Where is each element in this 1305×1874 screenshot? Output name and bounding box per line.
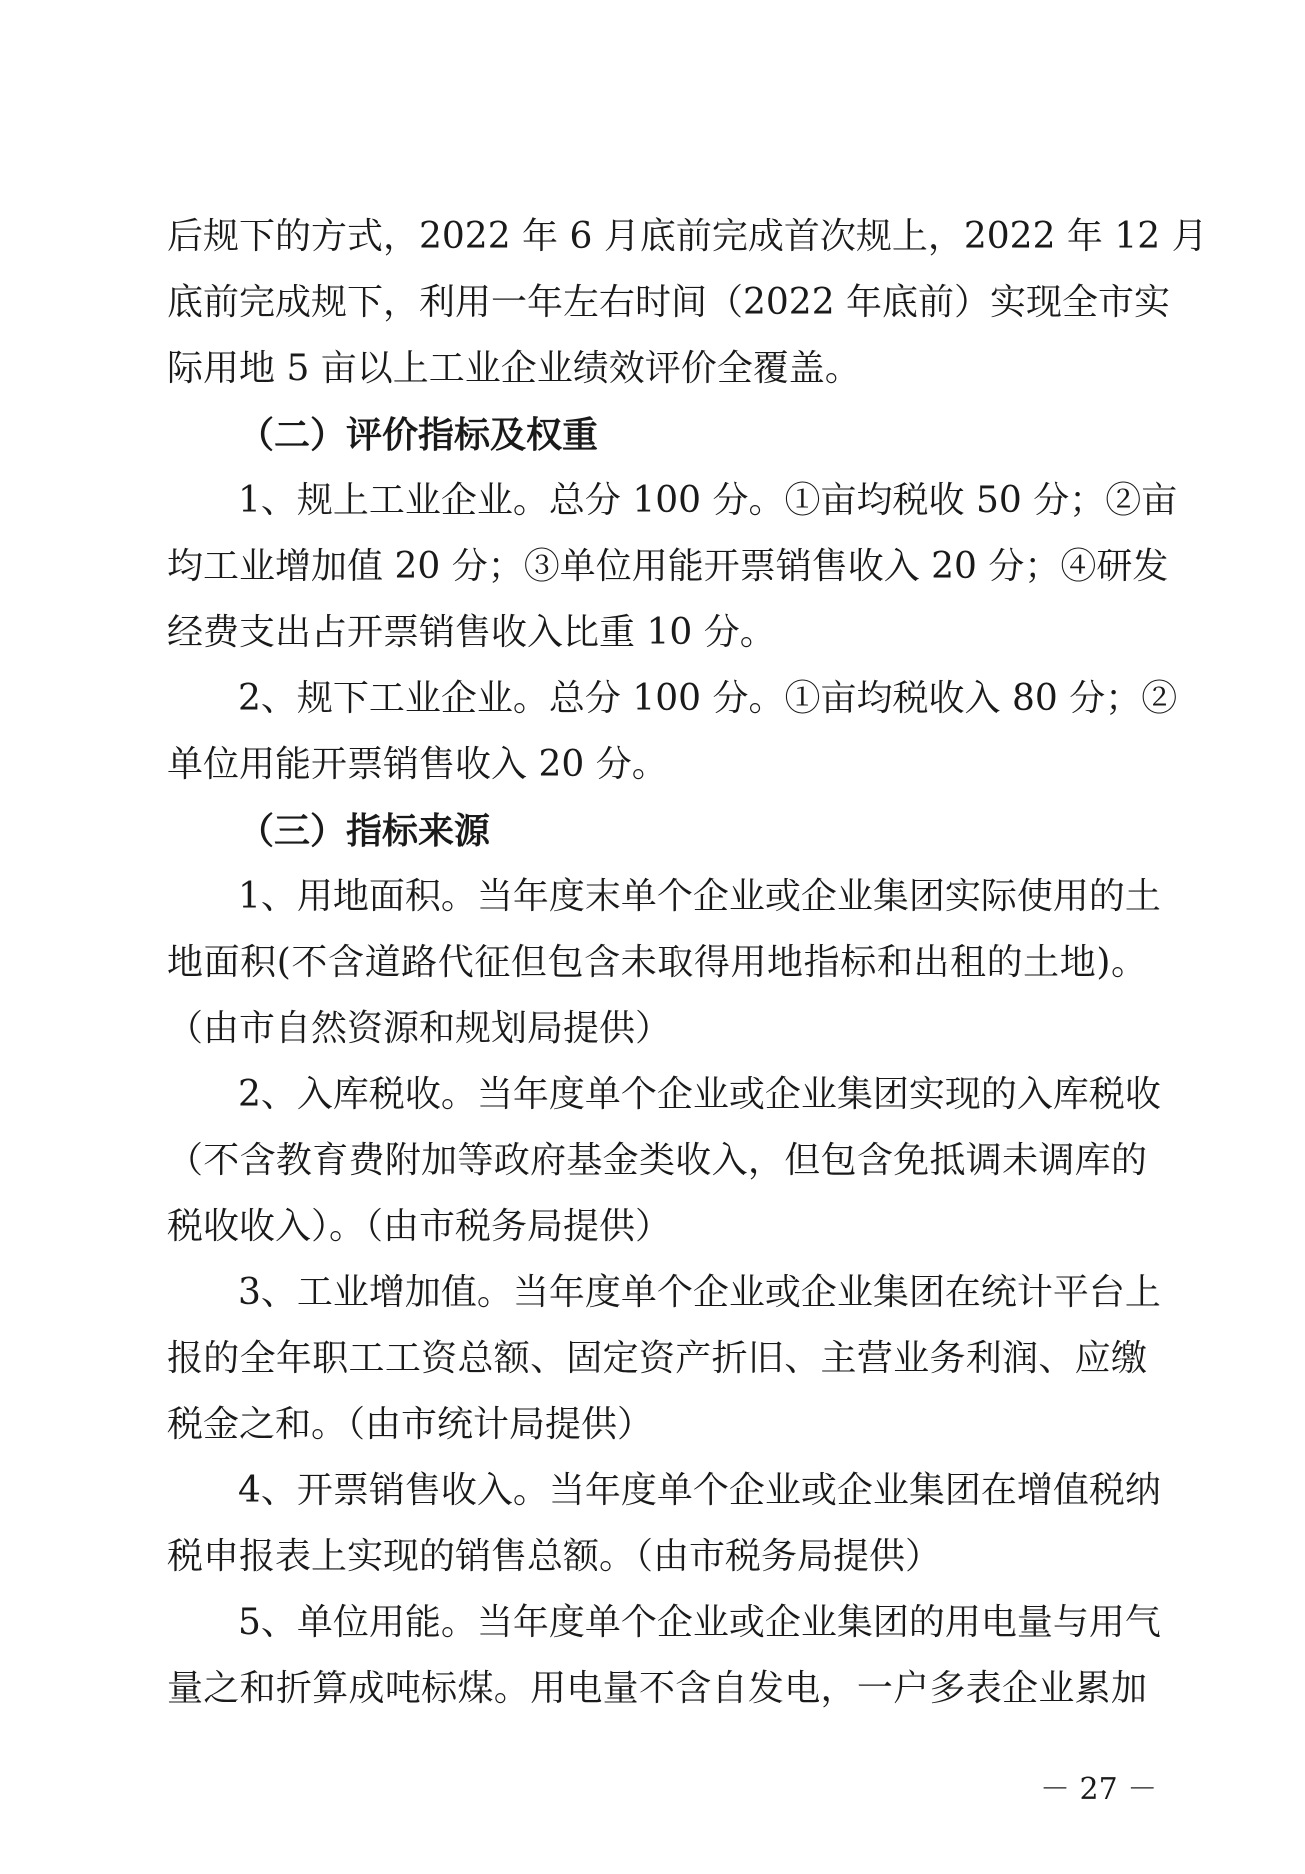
body-line-2: 底前完成规下，利用一年左右时间（2022 年底前）实现全市实: [167, 282, 1171, 323]
body-line-8: 2、规下工业企业。总分 100 分。①亩均税收入 80 分；②: [238, 678, 1178, 719]
body-line-11: 1、用地面积。当年度末单个企业或企业集团实际使用的土: [238, 876, 1161, 917]
body-line-6: 均工业增加值 20 分；③单位用能开票销售收入 20 分；④研发: [167, 546, 1169, 587]
body-line-5: 1、规上工业企业。总分 100 分。①亩均税收 50 分；②亩: [238, 480, 1178, 521]
body-line-15: （不含教育费附加等政府基金类收入，但包含免抵调未调库的: [167, 1140, 1147, 1181]
body-line-14: 2、入库税收。当年度单个企业或企业集团实现的入库税收: [238, 1074, 1161, 1115]
body-line-20: 4、开票销售收入。当年度单个企业或企业集团在增值税纳: [238, 1470, 1161, 1511]
body-line-7: 经费支出占开票销售收入比重 10 分。: [167, 612, 776, 653]
body-line-13: （由市自然资源和规划局提供）: [167, 1008, 672, 1049]
body-line-16: 税收收入）。（由市税务局提供）: [167, 1206, 672, 1247]
body-line-19: 税金之和。（由市统计局提供）: [167, 1404, 654, 1445]
body-line-12: 地面积(不含道路代征但包含未取得用地指标和出租的土地)。: [167, 942, 1147, 983]
section-heading-2: （二）评价指标及权重: [238, 414, 599, 456]
body-line-18: 报的全年职工工资总额、固定资产折旧、主营业务利润、应缴: [167, 1338, 1147, 1379]
body-line-23: 量之和折算成吨标煤。用电量不含自发电，一户多表企业累加: [167, 1668, 1147, 1709]
page-number: － 27 －: [1040, 1772, 1158, 1807]
body-line-3: 际用地 5 亩以上工业企业绩效评价全覆盖。: [167, 348, 861, 389]
body-line-17: 3、工业增加值。当年度单个企业或企业集团在统计平台上: [238, 1272, 1161, 1313]
body-line-9: 单位用能开票销售收入 20 分。: [167, 744, 668, 785]
body-line-22: 5、单位用能。当年度单个企业或企业集团的用电量与用气: [238, 1602, 1161, 1643]
section-heading-3: （三）指标来源: [238, 810, 491, 852]
body-line-1: 后规下的方式，2022 年 6 月底前完成首次规上，2022 年 12 月: [167, 216, 1208, 257]
body-line-21: 税申报表上实现的销售总额。（由市税务局提供）: [167, 1536, 942, 1577]
